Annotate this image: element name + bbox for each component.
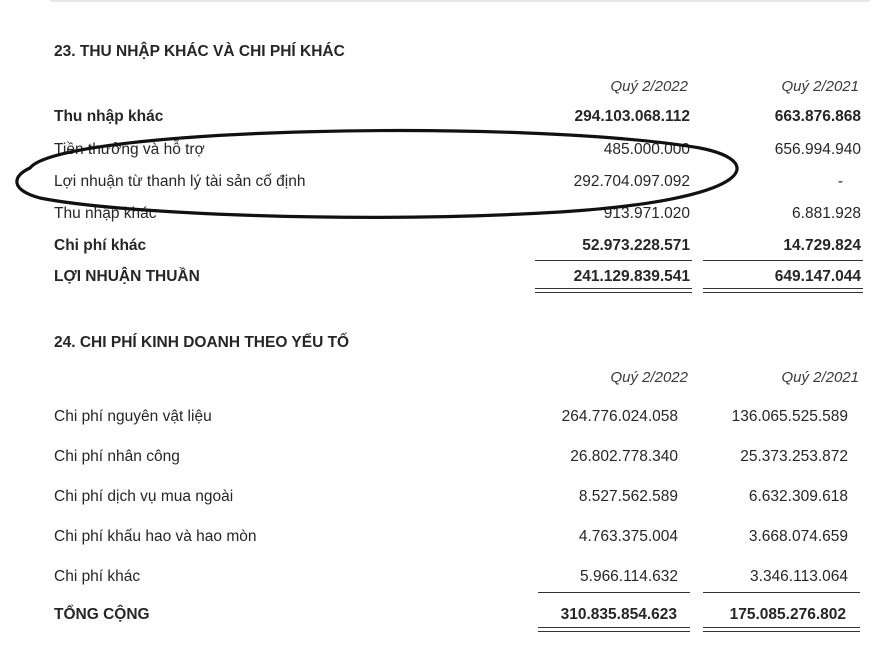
row-value-2022: 4.763.375.004 [578, 528, 678, 545]
section-24-col1-header: Quý 2/2022 [610, 369, 688, 386]
row-label: Thu nhập khác [54, 205, 157, 222]
row-label: Chi phí nhân công [54, 448, 180, 465]
row-value-2022: 264.776.024.058 [561, 408, 678, 425]
row-label: LỢI NHUẬN THUẦN [54, 268, 200, 285]
row-value-2022: 294.103.068.112 [574, 108, 690, 125]
row-value-2022: 26.802.778.340 [570, 448, 678, 465]
row-value-2022: 5.966.114.632 [580, 568, 678, 585]
row-value-2021: 175.085.276.802 [729, 606, 846, 623]
row-value-2022: 241.129.839.541 [573, 268, 690, 285]
section-24-col2-header: Quý 2/2021 [781, 369, 859, 386]
row-value-2021: 663.876.868 [774, 108, 861, 125]
row-value-2021: 3.346.113.064 [750, 568, 848, 585]
row-value-2021: 136.065.525.589 [731, 408, 848, 425]
row-value-2021: 6.632.309.618 [748, 488, 848, 505]
row-label: Chi phí nguyên vật liệu [54, 408, 212, 425]
row-label: Chi phí khác [54, 237, 147, 254]
row-value-2022: 913.971.020 [603, 205, 690, 222]
row-value-2021: 25.373.253.872 [740, 448, 848, 465]
row-value-2021: 656.994.940 [774, 141, 861, 158]
row-label: TỔNG CỘNG [54, 606, 150, 623]
row-label: Tiền thưởng và hỗ trợ [54, 141, 205, 158]
row-value-2022: 52.973.228.571 [582, 237, 690, 254]
row-value-2022: 292.704.097.092 [573, 173, 690, 190]
row-value-2022: 8.527.562.589 [578, 488, 678, 505]
section-23-col2-header: Quý 2/2021 [781, 78, 859, 95]
row-value-2022: 310.835.854.623 [560, 606, 677, 623]
row-label: Chi phí khấu hao và hao mòn [54, 528, 257, 545]
row-value-2021: 14.729.824 [783, 237, 861, 254]
subtotal-rule [703, 592, 860, 593]
subtotal-rule [538, 592, 690, 593]
row-label: Chi phí dịch vụ mua ngoài [54, 488, 234, 505]
section-24-title: 24. CHI PHÍ KINH DOANH THEO YẾU TỐ [54, 334, 350, 351]
row-value-2021: 649.147.044 [774, 268, 861, 285]
row-value-2021: - [837, 173, 843, 190]
row-label: Lợi nhuận từ thanh lý tài sản cố định [54, 173, 306, 190]
total-double-rule [538, 627, 690, 632]
row-value-2022: 485.000.000 [603, 141, 690, 158]
section-23-title: 23. THU NHẬP KHÁC VÀ CHI PHÍ KHÁC [54, 43, 345, 60]
section-23-col1-header: Quý 2/2022 [610, 78, 688, 95]
row-value-2021: 6.881.928 [792, 205, 861, 222]
row-value-2021: 3.668.074.659 [748, 528, 848, 545]
row-label: Thu nhập khác [54, 108, 164, 125]
row-label: Chi phí khác [54, 568, 141, 585]
total-double-rule [703, 627, 860, 632]
